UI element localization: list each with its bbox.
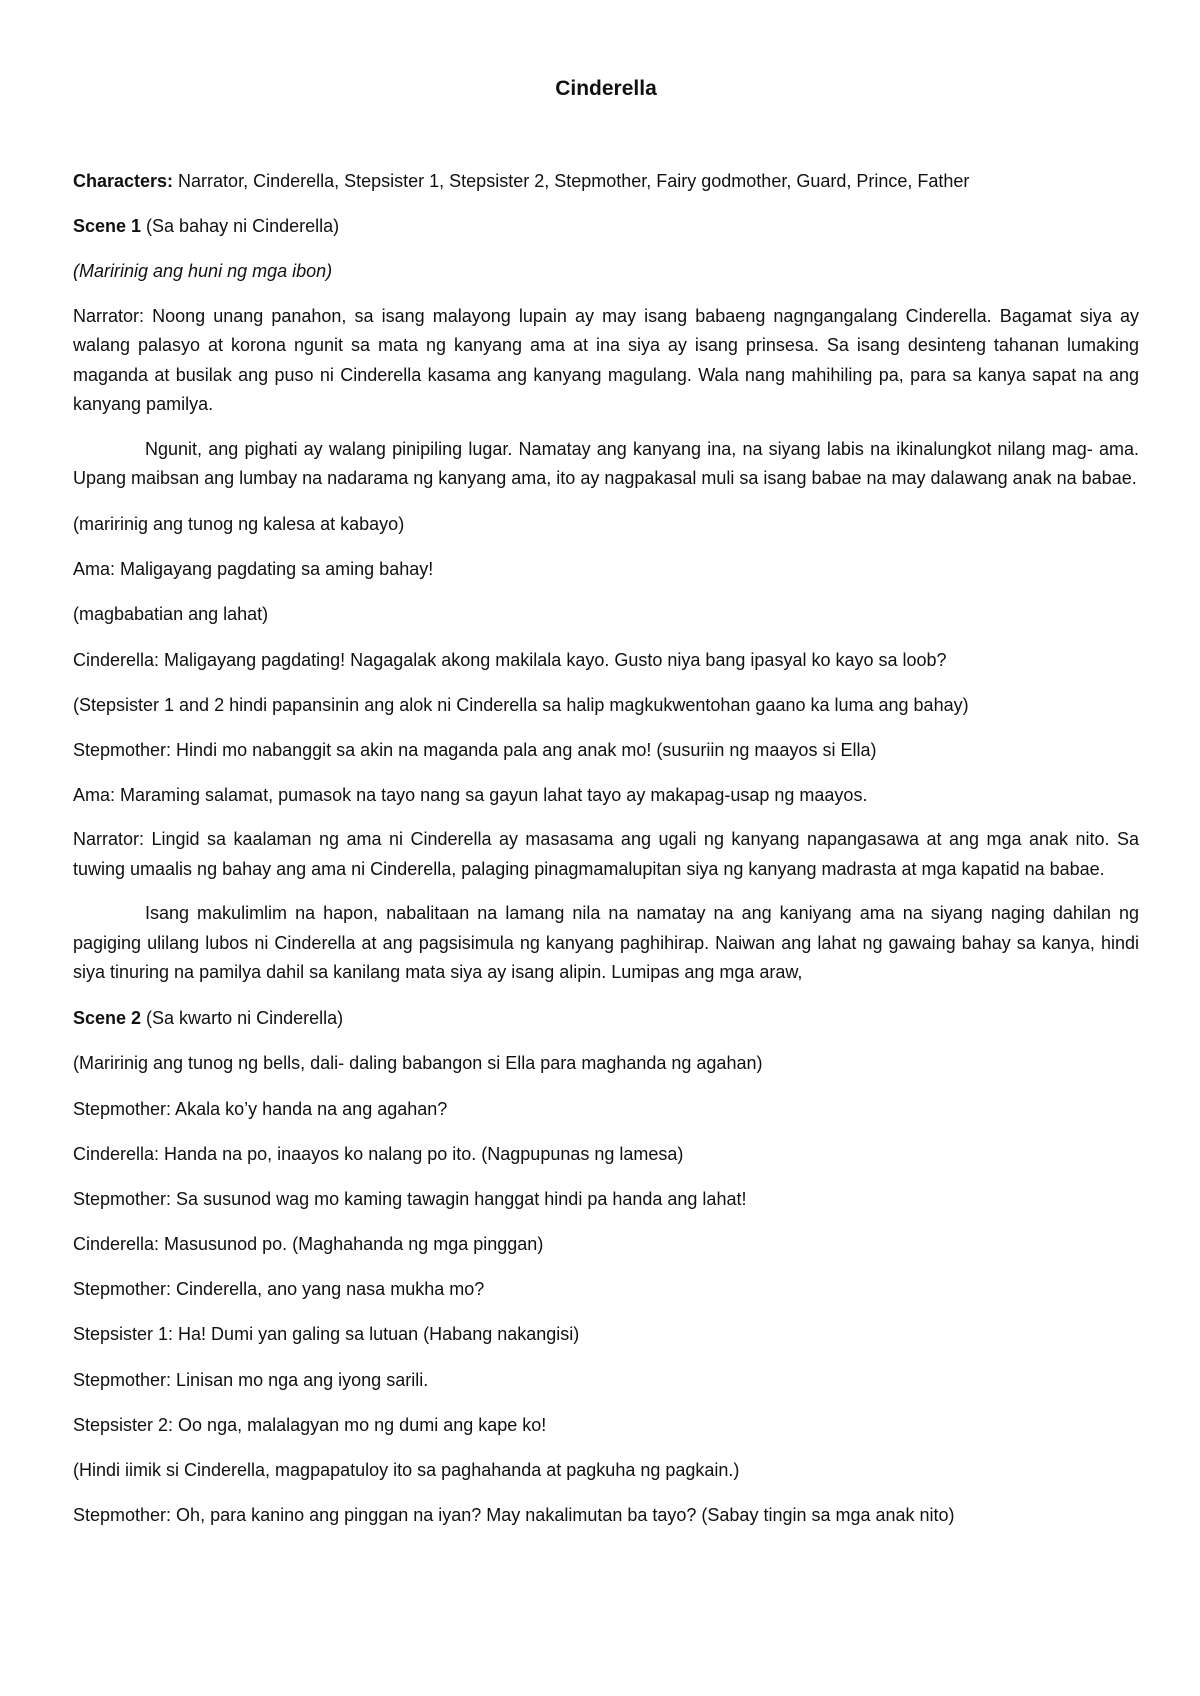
characters-line xyxy=(73,166,1139,196)
stage-direction-hindi-iimik: (Hindi iimik si Cinderella, magpapatuloy ito sa paghahanda at pagkuha ng pagkain.) xyxy=(73,1460,740,1480)
dialogue-stepmother-6: Stepmother: Oh, para kanino ang pinggan na iyan? May nakalimutan ba tayo? (Sabay tingin sa mga anak nito) xyxy=(73,1505,955,1526)
narrator-paragraph-2: Ngunit, ang pighati ay walang pinipiling lugar. Namatay ang kanyang ina, na siyang labis na ikinalungkot nilang mag- ama. Upang maibsan ang lumbay na nadarama ng kanyang ama, ito ay nagpakasal muli sa isang babae na may dalawang anak na babae. xyxy=(73,438,1139,489)
document-page xyxy=(73,72,1139,1545)
scene-2-heading xyxy=(73,1003,1139,1033)
stage-direction-kalesa: (maririnig ang tunog ng kalesa at kabayo) xyxy=(73,513,405,534)
stage-direction-stepsisters: (Stepsister 1 and 2 hindi papansinin ang alok ni Cinderella sa halip magkukwentohan gaano ka luma ang bahay) xyxy=(73,694,969,715)
scene-1-stage-direction: (Maririnig ang huni ng mga ibon) xyxy=(73,261,333,282)
dialogue-ama-2: Ama: Maraming salamat, pumasok na tayo nang sa gayun lahat tayo ay makapag-usap ng maayos. xyxy=(73,785,868,806)
document-title: Cinderella xyxy=(555,77,657,100)
dialogue-cinderella-2: Cinderella: Handa na po, inaayos ko nalang po ito. (Nagpupunas ng lamesa) xyxy=(73,1143,684,1164)
dialogue-stepmother-4: Stepmother: Cinderella, ano yang nasa mukha mo? xyxy=(73,1279,485,1300)
dialogue-ama-1: Ama: Maligayang pagdating sa aming bahay! xyxy=(73,559,434,580)
narrator-paragraph-4: Isang makulimlim na hapon, nabalitaan na lamang nila na namatay na ang kaniyang ama na siyang naging dahilan ng pagiging ulilang lubos ni Cinderella at ang pagsisimula ng kanyang paghihirap. Naiwan ang lahat ng gawaing bahay sa kanya, hindi siya tinuring na pamilya dahil sa kanilang mata siya ay isang alipin. Lumipas ang mga araw, xyxy=(73,903,1139,983)
dialogue-stepsister-2: Stepsister 2: Oo nga, malalagyan mo ng dumi ang kape ko! xyxy=(73,1414,547,1435)
scene-1-label: Scene 1 xyxy=(73,216,142,237)
dialogue-cinderella-3: Cinderella: Masusunod po. (Maghahanda ng mga pinggan) xyxy=(73,1234,544,1255)
characters-list: Narrator, Cinderella, Stepsister 1, Stepsister 2, Stepmother, Fairy godmother, Guard, Prince, Father xyxy=(173,171,970,191)
scene-2-location: (Sa kwarto ni Cinderella) xyxy=(141,1008,344,1029)
scene-1-location: (Sa bahay ni Cinderella) xyxy=(141,216,340,237)
dialogue-stepmother-2: Stepmother: Akala ko’y handa na ang agahan? xyxy=(73,1098,448,1119)
dialogue-stepmother-5: Stepmother: Linisan mo nga ang iyong sarili. xyxy=(73,1369,429,1390)
dialogue-cinderella-1: Cinderella: Maligayang pagdating! Nagagalak akong makilala kayo. Gusto niya bang ipasyal ko kayo sa loob? xyxy=(73,649,947,670)
dialogue-stepmother-3: Stepmother: Sa susunod wag mo kaming tawagin hanggat hindi pa handa ang lahat! xyxy=(73,1188,747,1209)
characters-label: Characters: xyxy=(73,171,174,191)
narrator-paragraph-1: Narrator: Noong unang panahon, sa isang malayong lupain ay may isang babaeng nagngangalang Cinderella. Bagamat siya ay walang palasyo at korona ngunit sa mata ng kanyang ama at ina siya ay isang prinsesa. Sa isang desinteng tahanan lumaking maganda at busilak ang puso ni Cinderella kasama ang kanyang magulang. Wala nang mahihiling pa, para sa kanya sapat na ang kanyang pamilya. xyxy=(73,305,1139,415)
narrator-paragraph-3: Narrator: Lingid sa kaalaman ng ama ni Cinderella ay masasama ang ugali ng kanyang napangasawa at ang mga anak nito. Sa tuwing umaalis ng bahay ang ama ni Cinderella, palaging pinagmamalupitan siya ng kanyang madrasta at mga kapatid na babae. xyxy=(73,829,1139,879)
scene-1-heading xyxy=(73,211,1139,241)
scene-2-label: Scene 2 xyxy=(73,1008,142,1029)
stage-direction-bells: (Maririnig ang tunog ng bells, dali- daling babangon si Ella para maghanda ng agahan) xyxy=(73,1053,763,1074)
dialogue-stepsister-1: Stepsister 1: Ha! Dumi yan galing sa lutuan (Habang nakangisi) xyxy=(73,1324,580,1345)
dialogue-stepmother-1: Stepmother: Hindi mo nabanggit sa akin na maganda pala ang anak mo! (susuriin ng maayos si Ella) xyxy=(73,739,877,760)
stage-direction-batian: (magbabatian ang lahat) xyxy=(73,604,269,625)
